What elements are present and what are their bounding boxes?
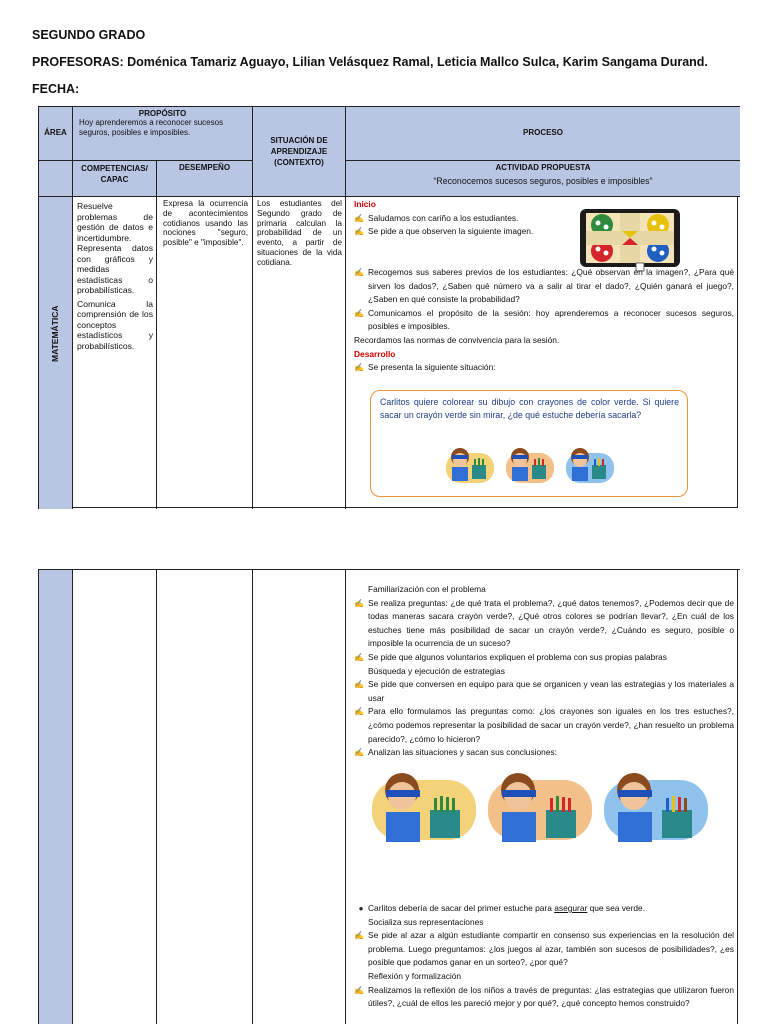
reflection-title: Reflexión y formalización bbox=[368, 970, 462, 981]
list-item-text: Recogemos sus saberes previos de los estudiantes: ¿Qué observan en la imagen?, ¿Para qué sirven los dados?, ¿Saben qué número va a salir al tirar el dado?, ¿Quién ganará el juego?, ¿Saben en qué consiste la probabilidad? bbox=[368, 267, 734, 305]
norms-line: Recordamos las normas de convivencia para la sesión. bbox=[354, 334, 560, 345]
list-item-text: Se pide al azar a algún estudiante compartir en consenso sus experiencias en la resolución del problema. Luego preguntamos: ¿los juegos al azar, también son sucesos de posibilidades?, ¿es posible que podamos ganar en un sorteo?, ¿por qué? bbox=[368, 930, 734, 968]
list-item-text: Se pide que algunos voluntarios expliquen el problema con sus propias palabras bbox=[368, 651, 667, 662]
competencies-cell bbox=[72, 196, 156, 509]
process-header-cell bbox=[345, 106, 740, 160]
performance-header: DESEMPEÑO bbox=[178, 163, 231, 172]
teachers-line: PROFESORAS: Doménica Tamariz Aguayo, Lilian Velásquez Ramal, Leticia Mallco Sulca, Karim Sangama Durand. bbox=[32, 55, 708, 69]
situation-box bbox=[370, 390, 688, 497]
performance-cell-2 bbox=[156, 569, 252, 1024]
conclusions-block bbox=[354, 902, 734, 1011]
activity-cell-2 bbox=[345, 569, 740, 1024]
inicio-block bbox=[354, 198, 564, 239]
situation-cell bbox=[252, 196, 345, 509]
conclusion-text: Carlitos debería de sacar del primer estuche para bbox=[368, 903, 555, 913]
competency-3: Comunica la comprensión de los conceptos estadísticos y probabilísticos. bbox=[77, 298, 153, 351]
writing-hand-icon: ✍ bbox=[354, 707, 364, 717]
lesson-table-2 bbox=[38, 569, 738, 1024]
list-item-text: Comunicamos el propósito de la sesión: hoy aprenderemos a reconocer sucesos seguros, posibles e imposibles. bbox=[368, 307, 734, 332]
activity-cell bbox=[345, 196, 740, 509]
writing-hand-icon: ✍ bbox=[354, 227, 364, 237]
writing-hand-icon: ✍ bbox=[354, 931, 364, 941]
situation-box-text: Carlitos quiere colorear su dibujo con crayones de color verde. Si quiere sacar un crayón verde sin mirar, ¿de qué estuche debería sacarla? bbox=[380, 397, 679, 420]
area-cell-2 bbox=[38, 569, 72, 1024]
conclusion-item bbox=[354, 902, 734, 916]
socialize-title: Socializa sus representaciones bbox=[368, 916, 484, 927]
competencies-header-cell bbox=[72, 160, 156, 196]
inicio-label: Inicio bbox=[354, 199, 376, 209]
activity-title: “Reconocemos sucesos seguros, posibles e imposibles” bbox=[433, 176, 653, 186]
competency-1: Resuelve problemas de gestión de datos e incertidumbre. bbox=[77, 201, 153, 243]
conclusion-text-end: que sea verde. bbox=[587, 903, 646, 913]
writing-hand-icon: ✍ bbox=[354, 652, 364, 662]
list-item bbox=[354, 929, 734, 970]
activity-header: ACTIVIDAD PROPUESTA bbox=[495, 163, 591, 172]
area-subheader-cell bbox=[38, 160, 72, 196]
board-game-image bbox=[574, 205, 686, 273]
list-item bbox=[354, 597, 734, 651]
list-item-text: Se pide a que observen la siguiente imagen. bbox=[368, 226, 534, 237]
list-item bbox=[354, 678, 734, 705]
purpose-header: PROPÓSITO bbox=[138, 109, 187, 118]
writing-hand-icon: ✍ bbox=[354, 268, 364, 277]
area-header: ÁREA bbox=[44, 128, 67, 137]
area-cell bbox=[38, 196, 72, 509]
list-item bbox=[354, 705, 734, 746]
competencies-header: COMPETENCIAS/ CAPAC bbox=[81, 164, 148, 184]
list-item bbox=[354, 225, 564, 239]
child-pencil-cases-image bbox=[446, 443, 616, 485]
writing-hand-icon: ✍ bbox=[354, 680, 364, 690]
writing-hand-icon: ✍ bbox=[354, 985, 364, 995]
process-header: PROCESO bbox=[522, 128, 563, 137]
list-item-text: Para ello formulamos las preguntas como: ¿los crayones son iguales en los tres estuches?, ¿cómo podemos representar la posibilidad de sacar un crayón verde?, ¿han resuelto un problema parecido?, ¿cómo lo hicieron? bbox=[368, 706, 734, 744]
situation-header-cell bbox=[252, 106, 345, 196]
search-title: Búsqueda y ejecución de estrategias bbox=[368, 665, 505, 676]
situation-cell-2 bbox=[252, 569, 345, 1024]
purpose-header-cell bbox=[72, 106, 252, 160]
date-label: FECHA: bbox=[32, 82, 80, 96]
list-item bbox=[354, 984, 734, 1011]
writing-hand-icon: ✍ bbox=[354, 748, 364, 758]
situation-header: SITUACIÓN DE APRENDIZAJE (CONTEXTO) bbox=[270, 136, 328, 167]
list-item-text: Saludamos con cariño a los estudiantes. bbox=[368, 212, 519, 223]
list-item-text: Se presenta la siguiente situación: bbox=[368, 362, 496, 373]
competencies-cell-2 bbox=[72, 569, 156, 1024]
lesson-table-1 bbox=[38, 106, 738, 508]
bullet-dot-icon: ● bbox=[358, 904, 364, 913]
competency-2: Representa datos con gráficos y medidas estadísticas o probabilísticas. bbox=[77, 243, 153, 295]
performance-cell bbox=[156, 196, 252, 509]
desarrollo-label: Desarrollo bbox=[354, 348, 396, 359]
list-item-text: Analizan las situaciones y sacan sus conclusiones: bbox=[368, 747, 558, 758]
conclusion-emphasis: asegurar bbox=[554, 903, 588, 913]
list-item bbox=[354, 651, 734, 665]
area-value: MATEMÁTICA bbox=[50, 305, 60, 362]
writing-hand-icon: ✍ bbox=[354, 308, 364, 318]
list-item bbox=[354, 361, 734, 375]
list-item bbox=[354, 266, 734, 307]
writing-hand-icon: ✍ bbox=[354, 213, 364, 223]
situation-text: Los estudiantes del Segundo grado de primaria calculan la probabilidad de un evento, a partir de situaciones de la vida cotidiana. bbox=[257, 199, 342, 267]
performance-text: Expresa la ocurrencia de acontecimientos cotidianos usando las nociones "seguro, posible" e "imposible". bbox=[163, 199, 248, 248]
list-item bbox=[354, 307, 734, 334]
performance-header-cell bbox=[156, 160, 252, 196]
purpose-text: Hoy aprenderemos a reconocer sucesos seguros, posibles e imposibles. bbox=[79, 118, 224, 137]
list-item-text: Se realiza preguntas: ¿de qué trata el problema?, ¿qué datos tenemos?, ¿Podemos decir que de todas maneras sacara crayón verde?, ¿Qué otros colores se podrían llevar?, ¿En cuál de los estuches tiene más posibilidad de sacar un crayón verde?, ¿Cuándo es seguro, posible o imposible la ocurrencia de un suceso? bbox=[368, 597, 734, 649]
area-header-cell bbox=[38, 106, 72, 160]
familiarization-title: Familiarización con el problema bbox=[368, 584, 486, 594]
writing-hand-icon: ✍ bbox=[354, 363, 364, 373]
list-item-text: Realizamos la reflexión de los niños a través de preguntas: ¿las estrategias que utilizaron fueron útiles?, ¿cuál de ellos les pareció mejor y por qué?, ¿qué concepto hemos construido? bbox=[368, 984, 734, 1009]
list-item bbox=[354, 212, 564, 226]
writing-hand-icon: ✍ bbox=[354, 598, 364, 608]
previous-knowledge-block bbox=[354, 266, 734, 375]
familiarization-block bbox=[354, 583, 734, 760]
list-item bbox=[354, 746, 734, 760]
grade-title: SEGUNDO GRADO bbox=[32, 28, 146, 42]
activity-header-cell bbox=[345, 160, 740, 196]
list-item-text: Se pide que conversen en equipo para que se organicen y vean las estrategias y los materiales a usar bbox=[368, 679, 734, 703]
children-crayons-image bbox=[372, 772, 722, 844]
